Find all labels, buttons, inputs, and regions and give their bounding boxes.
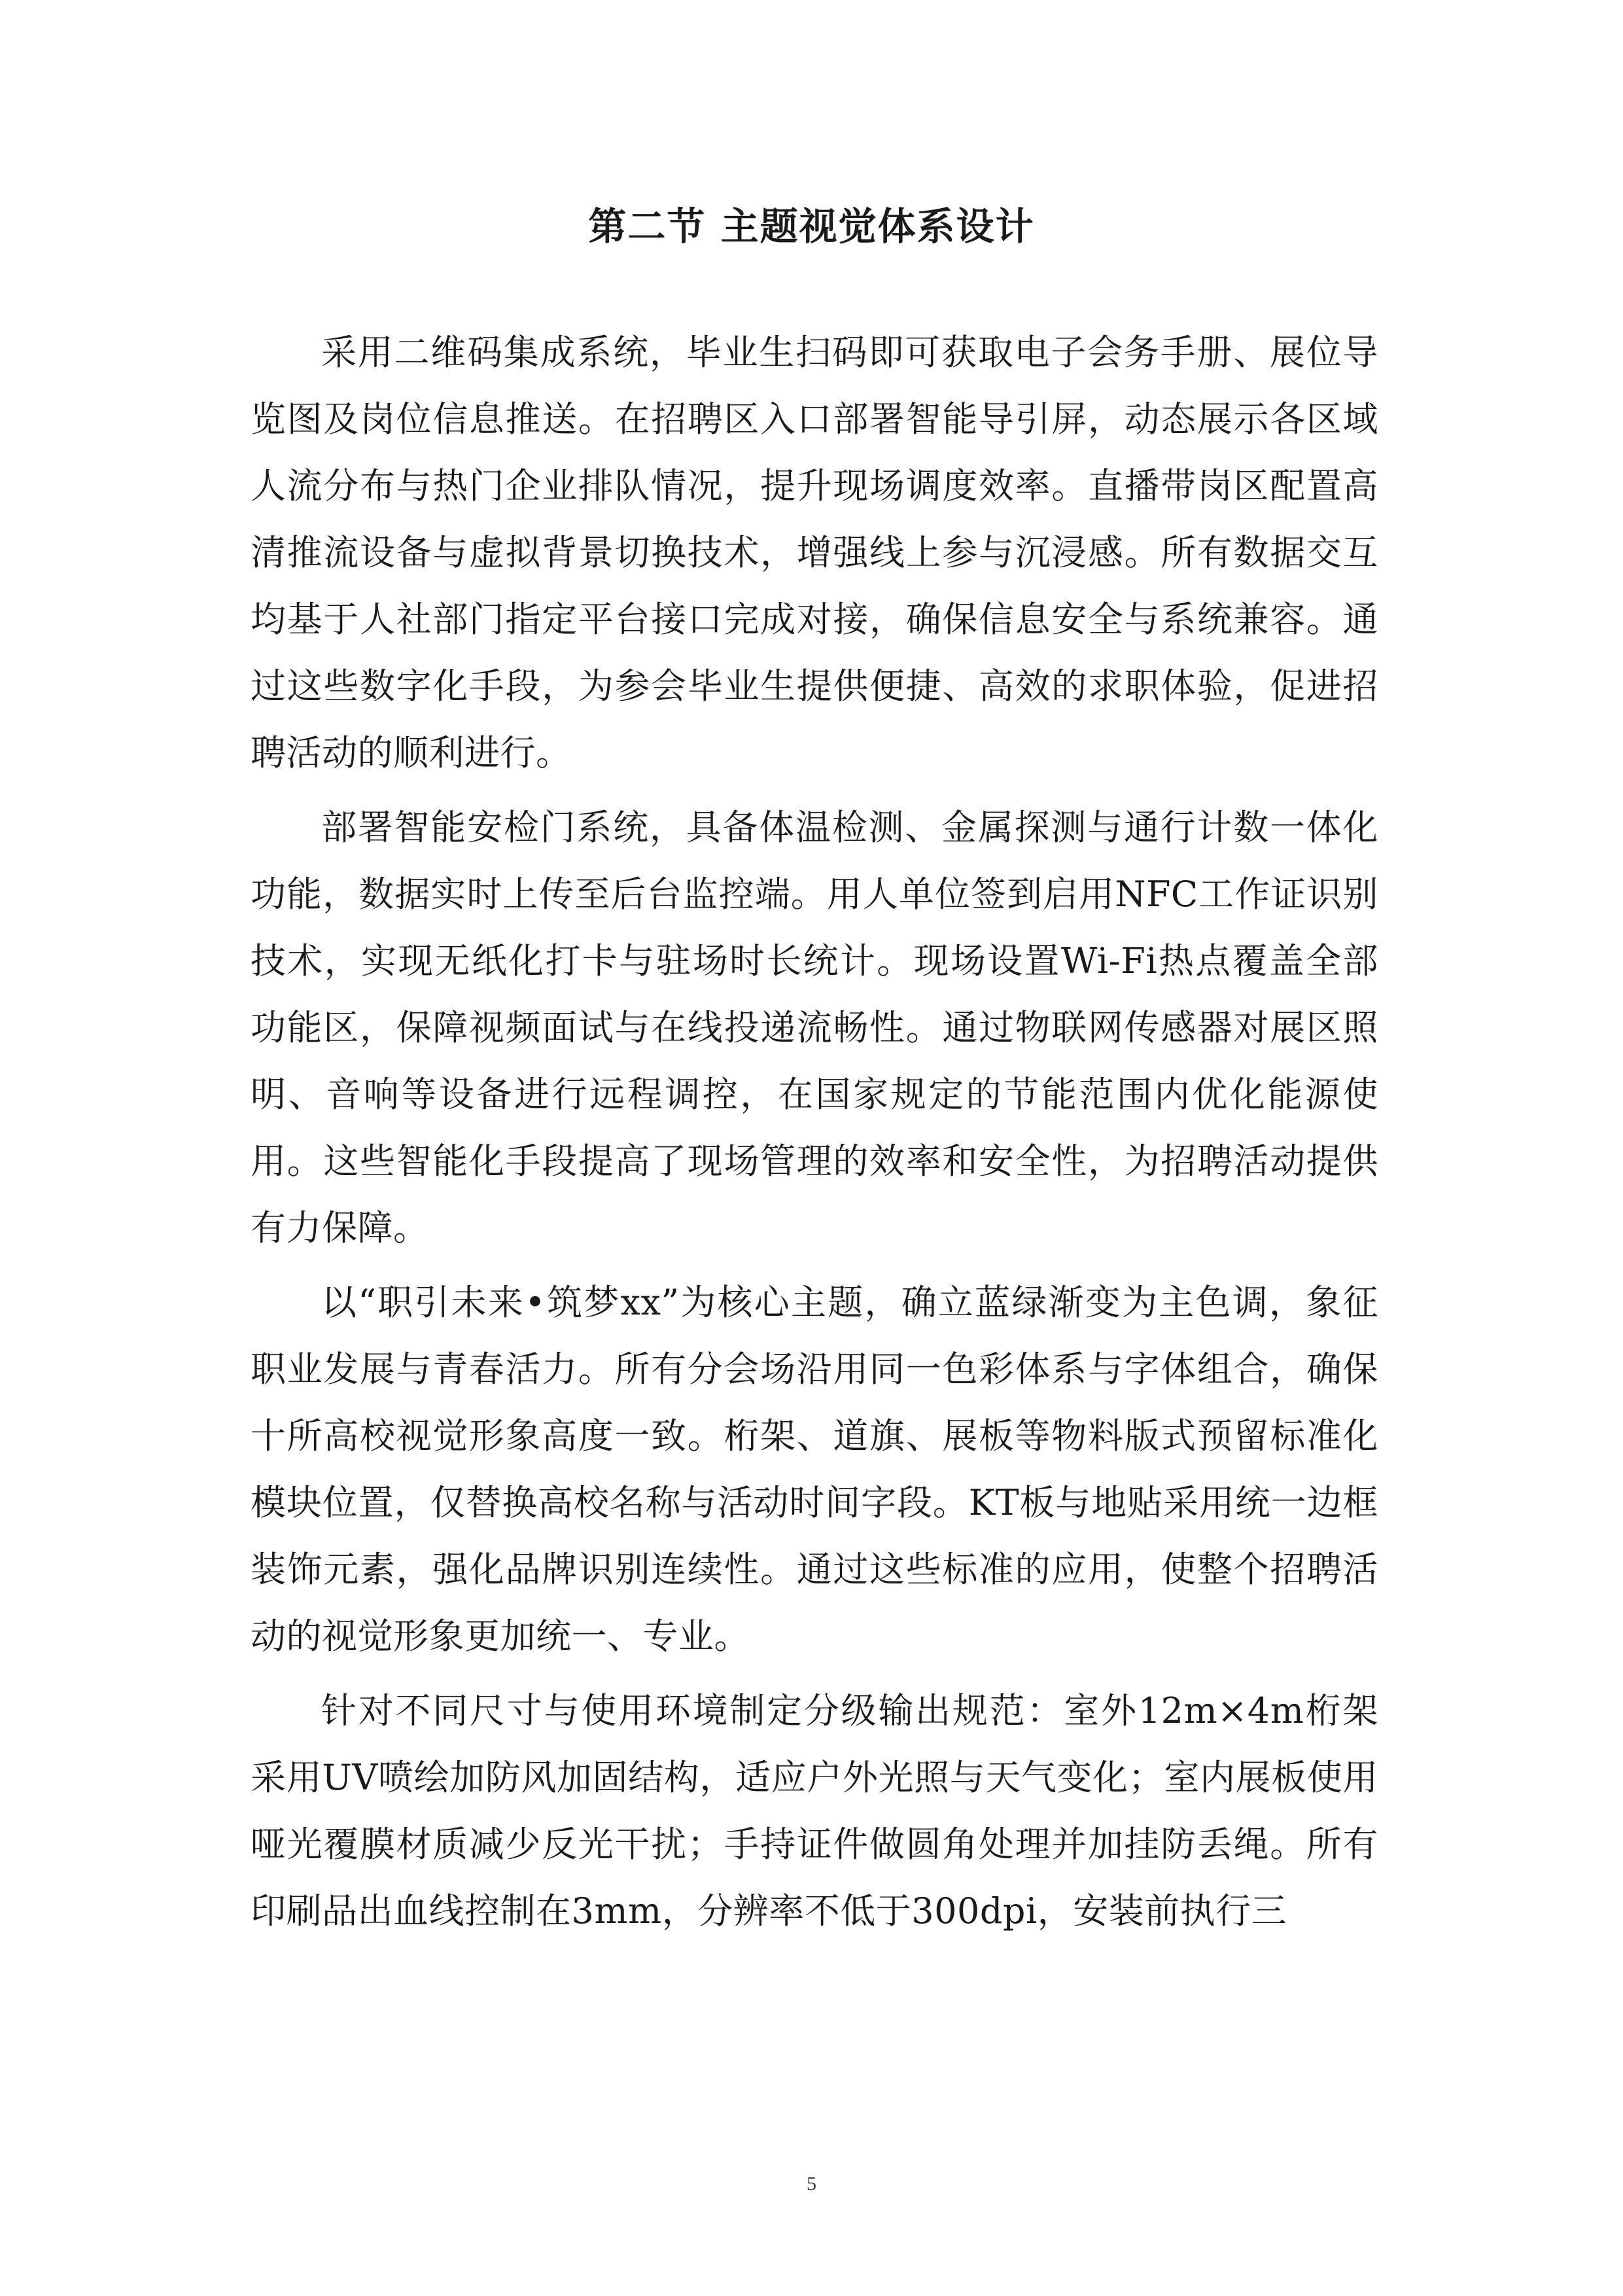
section-title: 第二节 主题视觉体系设计 — [588, 204, 1035, 249]
paragraph-visual-theme: 以“职引未来•筑梦xx”为核心主题，确立蓝绿渐变为主色调，象征职业发展与青春活力。所有分会场沿用同一色彩体系与字体组合，确保十所高校视觉形象高度一致。桁架、道旗、展板等物料版式预留标准化模块位置，仅替换高校名称与活动时间字段。KT板与地贴采用统一边框装饰元素，强化品牌识别连续性。通过这些标准的应用，使整个招聘活动的视觉形象更加统一、专业。 — [251, 1282, 1378, 1657]
paragraph-output-standards: 针对不同尺寸与使用环境制定分级输出规范：室外12m×4m桁架采用UV喷绘加防风加固结构，适应户外光照与天气变化；室内展板使用哑光覆膜材质减少反光干扰；手持证件做圆角处理并加挂防丢绳。所有印刷品出血线控制在3mm，分辨率不低于300dpi，安装前执行三 — [251, 1690, 1378, 1932]
page-number: 5 — [807, 2173, 816, 2195]
paragraph-digital-services: 采用二维码集成系统，毕业生扫码即可获取电子会务手册、展位导览图及岗位信息推送。在招聘区入口部署智能导引屏，动态展示各区域人流分布与热门企业排队情况，提升现场调度效率。直播带岗区配置高清推流设备与虚拟背景切换技术，增强线上参与沉浸感。所有数据交互均基于人社部门指定平台接口完成对接，确保信息安全与系统兼容。通过这些数字化手段，为参会毕业生提供便捷、高效的求职体验，促进招聘活动的顺利进行。 — [251, 332, 1378, 773]
body-text — [251, 319, 1378, 1952]
paragraph-smart-security: 部署智能安检门系统，具备体温检测、金属探测与通行计数一体化功能，数据实时上传至后台监控端。用人单位签到启用NFC工作证识别技术，实现无纸化打卡与驻场时长统计。现场设置Wi-Fi热点覆盖全部功能区，保障视频面试与在线投递流畅性。通过物联网传感器对展区照明、音响等设备进行远程调控，在国家规定的节能范围内优化能源使用。这些智能化手段提高了现场管理的效率和安全性，为招聘活动提供有力保障。 — [251, 807, 1378, 1248]
